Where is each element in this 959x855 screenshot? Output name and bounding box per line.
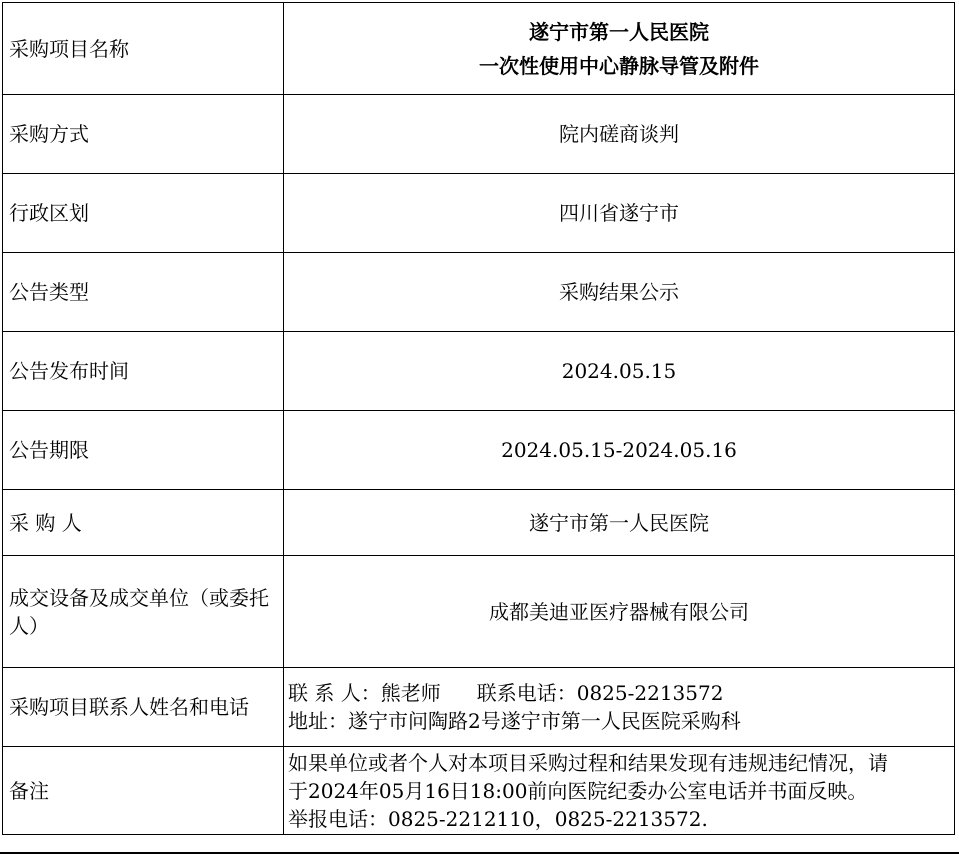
note-line1: 如果单位或者个人对本项目采购过程和结果发现有违规违纪情况，请 xyxy=(288,750,888,775)
table-row xyxy=(3,490,955,556)
note-value xyxy=(284,747,955,835)
winner-value: 成都美迪亚医疗器械有限公司 xyxy=(284,556,955,668)
table-row xyxy=(3,174,955,253)
notice-type-value: 采购结果公示 xyxy=(284,253,955,332)
period-label: 公告期限 xyxy=(3,411,284,490)
publish-time-value: 2024.05.15 xyxy=(284,332,955,411)
method-value: 院内磋商谈判 xyxy=(284,95,955,174)
contact-value xyxy=(284,668,955,747)
notice-type-label: 公告类型 xyxy=(3,253,284,332)
region-value: 四川省遂宁市 xyxy=(284,174,955,253)
method-label: 采购方式 xyxy=(3,95,284,174)
note-line3: 举报电话：0825-2212110，0825-2213572. xyxy=(288,806,708,831)
period-value: 2024.05.15-2024.05.16 xyxy=(284,411,955,490)
table-row xyxy=(3,556,955,668)
table-row xyxy=(3,332,955,411)
note-label: 备注 xyxy=(3,747,284,835)
table-row xyxy=(3,668,955,747)
table-row xyxy=(3,253,955,332)
table-row xyxy=(3,747,955,835)
buyer-label: 采 购 人 xyxy=(3,490,284,556)
region-label: 行政区划 xyxy=(3,174,284,253)
project-title-line1: 遂宁市第一人民医院 xyxy=(529,19,709,44)
table-row xyxy=(3,411,955,490)
project-name-label: 采购项目名称 xyxy=(3,3,284,95)
contact-line1 xyxy=(288,679,948,707)
publish-time-label: 公告发布时间 xyxy=(3,332,284,411)
table-row xyxy=(3,95,955,174)
contact-address: 地址：遂宁市问陶路2号遂宁市第一人民医院采购科 xyxy=(288,709,741,733)
project-name-value xyxy=(284,3,955,95)
note-line2: 于2024年05月16日18:00前向医院纪委办公室电话并书面反映。 xyxy=(288,778,868,803)
buyer-value: 遂宁市第一人民医院 xyxy=(284,490,955,556)
contact-person: 联 系 人：熊老师 xyxy=(288,681,441,705)
contact-label: 采购项目联系人姓名和电话 xyxy=(3,668,284,747)
procurement-notice-table xyxy=(2,2,955,835)
contact-phone: 联系电话：0825-2213572 xyxy=(476,681,724,705)
project-title-line2: 一次性使用中心静脉导管及附件 xyxy=(479,53,759,78)
bottom-rule xyxy=(0,852,959,854)
winner-label: 成交设备及成交单位（或委托人） xyxy=(3,556,284,668)
table-row xyxy=(3,3,955,95)
